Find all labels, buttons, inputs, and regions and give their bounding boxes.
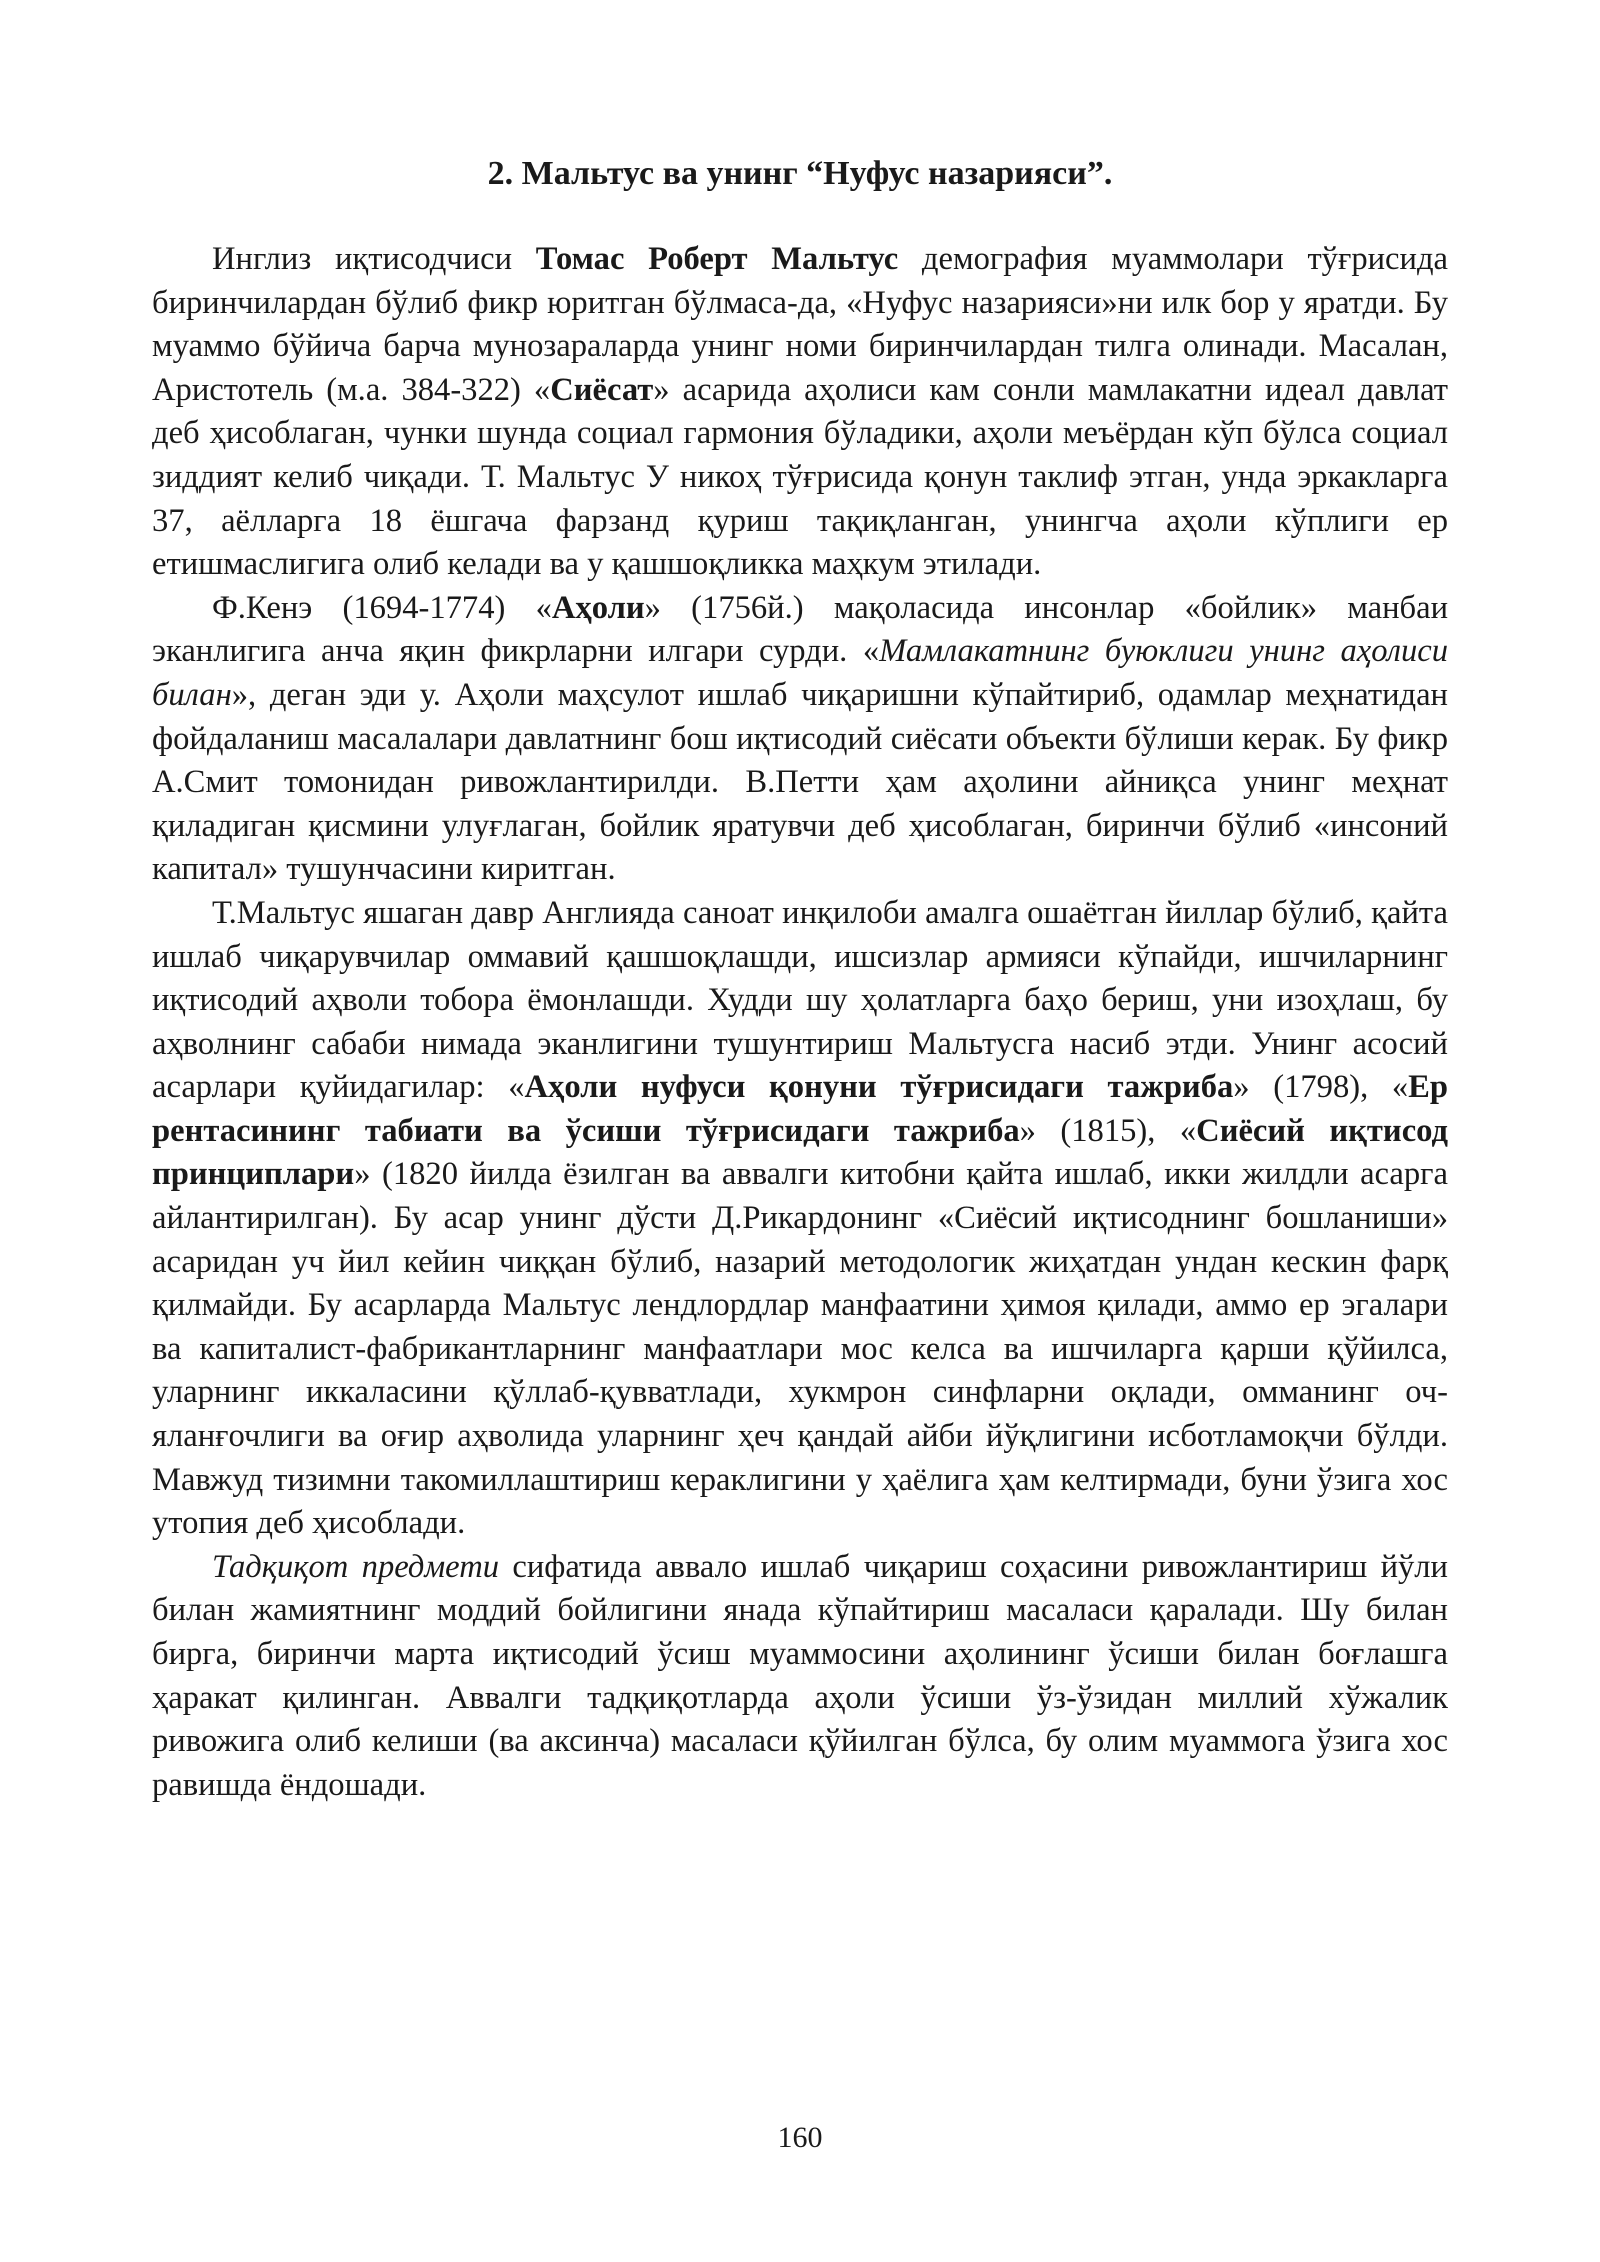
bold-text: Сиёсий иқтисод принциплари bbox=[152, 1112, 1448, 1193]
paragraph-4 bbox=[152, 1546, 1448, 1808]
body-text bbox=[152, 238, 1448, 1807]
paragraph-1 bbox=[152, 238, 1448, 587]
bold-text: Сиёсат bbox=[550, 371, 654, 408]
text-run: Инглиз иқтисодчиси bbox=[212, 241, 536, 277]
bold-text: Аҳоли bbox=[551, 589, 645, 626]
text-run: демография муаммолари тўғрисида биринчилардан бўлиб фикр юритган бўлмаса-да, «Нуфус назарияси»ни илк бор у яратди. Бу муаммо бўйича барча мунозараларда унинг номи биринчилардан тилга олинади. Масалан, Аристотель (м.а. 384-322) « bbox=[152, 241, 1448, 408]
text-run: Ф.Кенэ (1694-1774) « bbox=[212, 589, 552, 626]
paragraph-2 bbox=[152, 587, 1448, 892]
paragraph-3 bbox=[152, 892, 1448, 1546]
text-run: » (1815), « bbox=[1019, 1112, 1197, 1149]
text-run: » (1798), « bbox=[1233, 1069, 1409, 1106]
text-run: » (1820 йилда ёзилган ва аввалги китобни қайта ишлаб, икки жилдли асарга айлантирилган). Бу асар унинг дўсти Д.Рикардонинг «Сиёсий иқтисоднинг бошланиши» асаридан уч йил кейин чиққан бўлиб, назарий методологик жиҳатдан ундан кескин фарқ қилмайди. Бу асарларда Мальтус лендлордлар манфаатини ҳимоя қилади, аммо ер эгалари ва капиталист-фабрикантларнинг манфаатлари мос келса ва ишчиларга қарши қўйилса, уларнинг иккаласини қўллаб-қувватлади, хукмрон синфларни оқлади, омманинг оч-яланғочлиги ва оғир аҳволида уларнинг ҳеч қандай айби йўқлигини исботламоқчи бўлди. Мавжуд тизимни такомиллаштириш кераклигини у ҳаёлига ҳам келтирмади, буни ўзига хос утопия деб ҳисоблади. bbox=[152, 1156, 1448, 1542]
section-heading: 2. Мальтус ва унинг “Нуфус назарияси”. bbox=[487, 155, 1113, 192]
text-run: », деган эди у. Аҳоли маҳсулот ишлаб чиқаришни кўпайтириб, одамлар меҳнатидан фойдаланиш масалалари давлатнинг бош иқтисодий сиёсати объекти бўлиши керак. Бу фикр А.Смит томонидан ривожлантирилди. В.Петти ҳам аҳолини айниқса унинг меҳнат қиладиган қисмини улуғлаган, бойлик яратувчи деб ҳисоблаган, биринчи бўлиб «инсоний капитал» тушунчасини киритган. bbox=[152, 676, 1448, 888]
bold-text: Томас Роберт Мальтус bbox=[535, 241, 899, 277]
page-number: 160 bbox=[777, 2121, 823, 2154]
italic-text: Тадқиқот предмети bbox=[212, 1548, 500, 1585]
text-run: Т.Мальтус яшаган давр Англияда саноат инқилоби амалга ошаётган йиллар бўлиб, қайта ишлаб чиқарувчилар оммавий қашшоқлашди, ишсизлар армияси кўпайди, ишчиларнинг иқтисодий аҳволи тобора ёмонлашди. Худди шу ҳолатларга баҳо бериш, уни изоҳлаш, бу аҳволнинг сабаби нимада эканлигини тушунтириш Мальтусга насиб этди. Унинг асосий асарлари қуйидагилар: « bbox=[152, 894, 1448, 1106]
text-run: » (1756й.) мақоласида инсонлар «бойлик» манбаи эканлигига анча яқин фикрларни илгари сурди. « bbox=[152, 589, 1449, 670]
text-run: сифатида аввало ишлаб чиқариш соҳасини ривожлантириш йўли билан жамиятнинг моддий бойлигини янада кўпайтириш масаласи қаралади. Шу билан бирга, биринчи марта иқтисодий ўсиш муаммосини аҳолининг ўсиши билан боғлашга ҳаракат қилинган. Аввалги тадқиқотларда аҳоли ўсиши ўз-ўзидан миллий хўжалик ривожига олиб келиши (ва аксинча) масаласи қўйилган бўлса, бу олим муаммога ўзига хос равишда ёндошади. bbox=[152, 1548, 1448, 1803]
bold-text: Аҳоли нуфуси қонуни тўғрисидаги тажриба bbox=[524, 1069, 1234, 1106]
text-run: » асарида аҳолиси кам сонли мамлакатни идеал давлат деб ҳисоблаган, чунки шунда социал гармония бўладики, аҳоли меъёрдан кўп бўлса социал зиддият келиб чиқади. Т. Мальтус У никоҳ тўғрисида қонун таклиф этган, унда эркакларга 37, аёлларга 18 ёшгача фарзанд қуриш тақиқланган, унингча аҳоли кўплиги ер етишмаслигига олиб келади ва у қашшоқликка маҳкум этилади. bbox=[152, 371, 1449, 583]
bold-text: Ер рентасининг табиати ва ўсиши тўғрисидаги тажриба bbox=[152, 1069, 1449, 1149]
italic-text: Мамлакатнинг буюклиги унинг аҳолиси билан bbox=[152, 633, 1448, 713]
